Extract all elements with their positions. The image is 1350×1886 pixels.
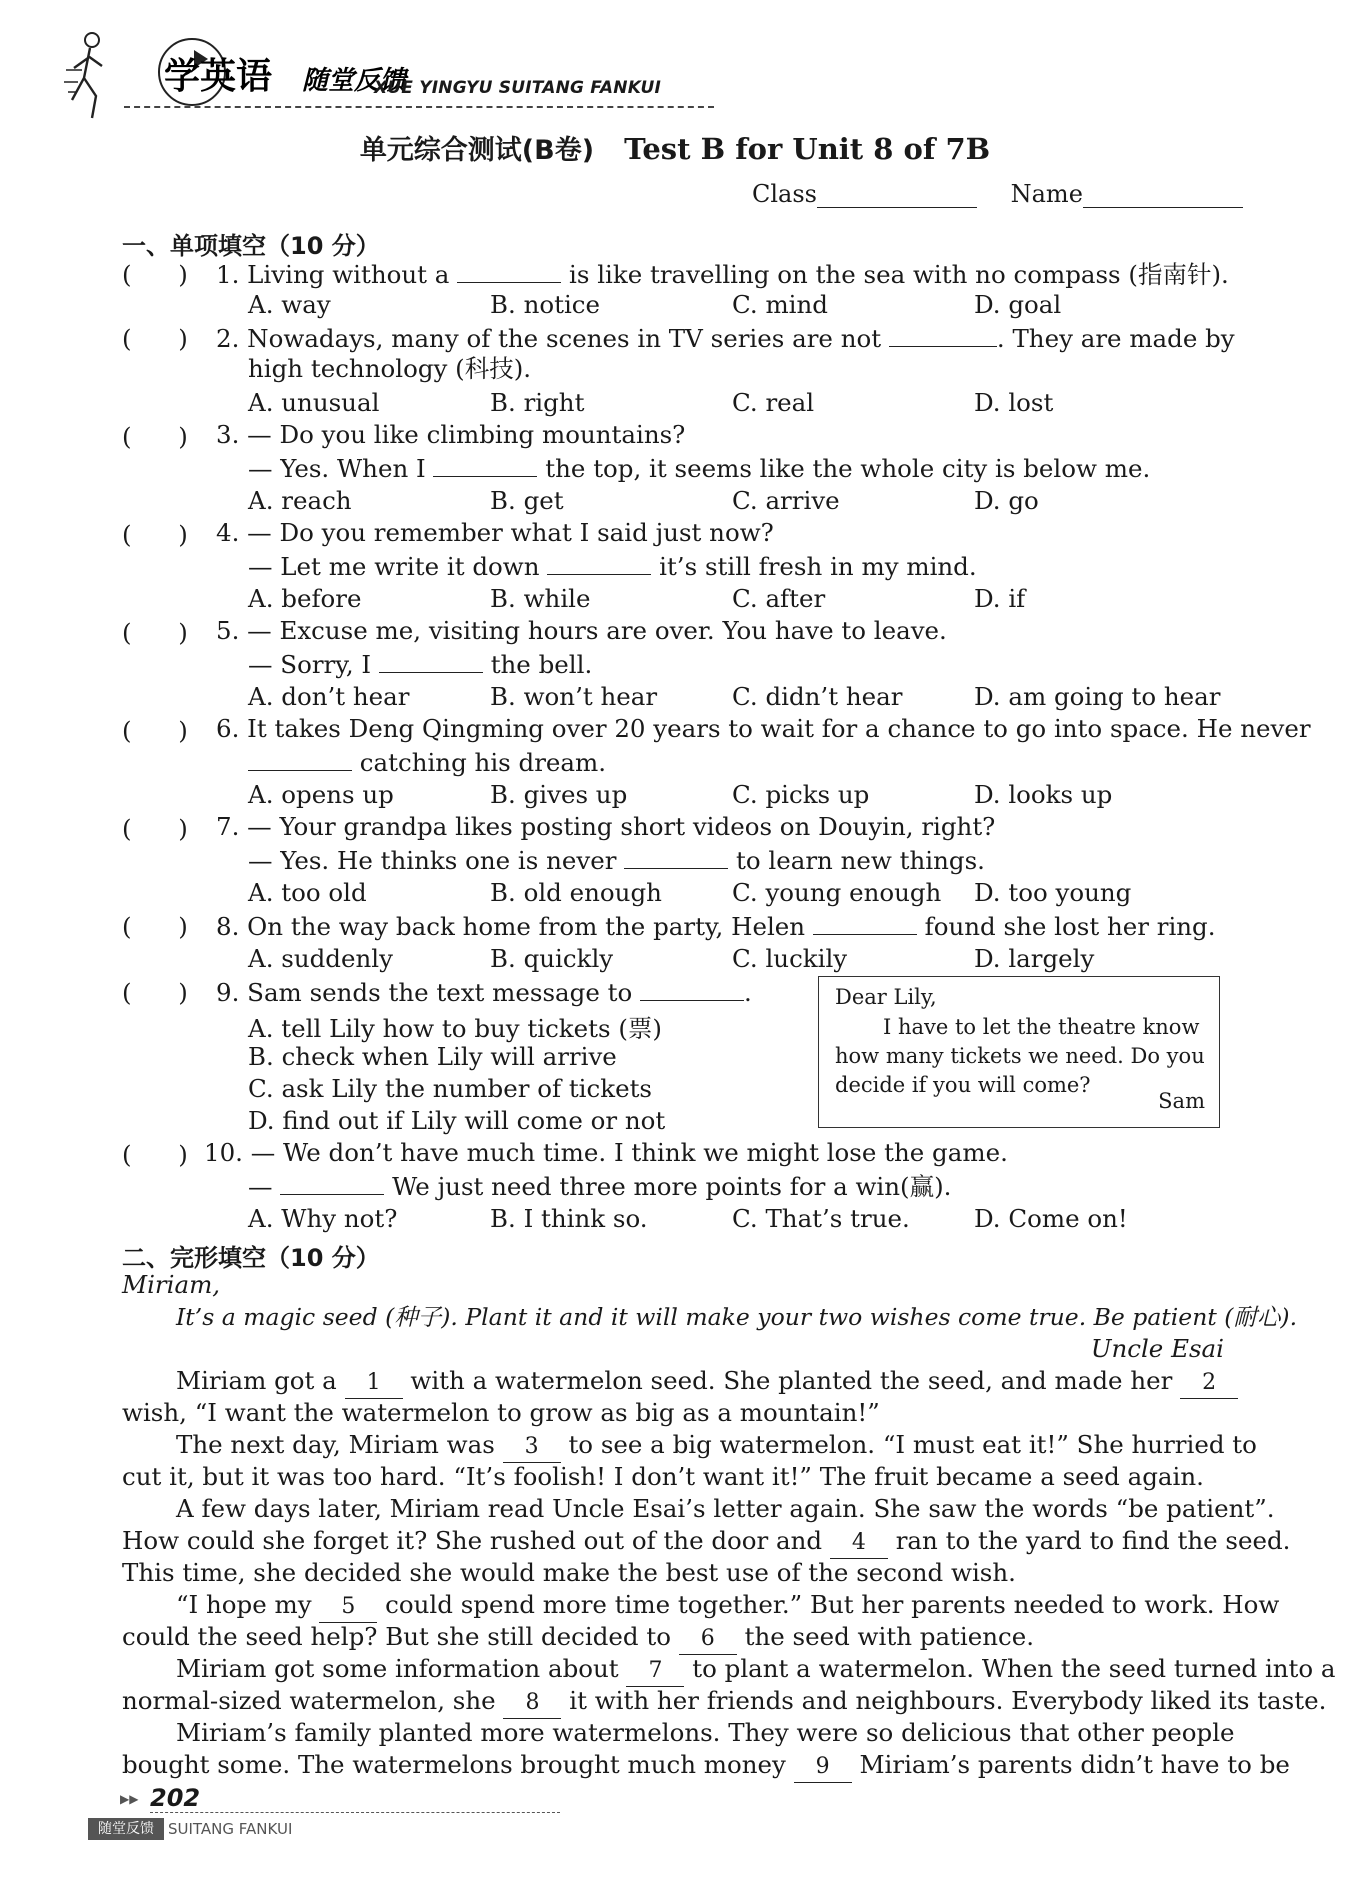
q5-blank [379,648,483,673]
question-9 [216,976,752,1008]
passage-line-1 [176,1366,1238,1399]
q4-opt-c: C. after [732,584,826,613]
title-en: Test B for Unit 8 of 7B [624,132,991,166]
q10-opt-b: B. I think so. [490,1204,648,1233]
q5-text-c: the bell. [490,650,593,679]
q9-opt-b: B. check when Lily will arrive [248,1042,617,1071]
q3-text-c: the top, it seems like the whole city is below me. [545,454,1151,483]
q5-text-a: 5. — Excuse me, visiting hours are over. You have to leave. [216,616,947,645]
cloze-blank-6: 6 [679,1624,737,1655]
passage-line-9 [122,1622,1034,1655]
text-message-box [818,976,1220,1128]
answer-paren[interactable]: ( ) [122,618,188,647]
q1-blank [457,258,561,283]
p5a: Miriam got some information about [176,1654,619,1683]
page-title [0,128,1350,167]
q2-opt-b: B. right [490,388,585,417]
answer-paren[interactable]: ( ) [122,716,188,745]
cloze-blank-4: 4 [830,1528,888,1559]
q10-blank [280,1170,384,1195]
section-heading-2: 二、完形填空（10 分） [122,1244,380,1272]
note-sign: Sam [1158,1089,1205,1113]
answer-paren[interactable]: ( ) [122,422,188,451]
question-6 [248,746,606,778]
cloze-blank-5: 5 [319,1592,377,1623]
p6b: bought some. The watermelons brought much money [122,1750,786,1779]
answer-paren[interactable]: ( ) [122,324,188,353]
answer-paren[interactable]: ( ) [122,520,188,549]
q3-opt-a: A. reach [248,486,352,515]
q10-opt-d: D. Come on! [974,1204,1128,1233]
class-field[interactable] [817,181,977,208]
p1a: Miriam got a [176,1366,337,1395]
q4-opt-a: A. before [248,584,362,613]
section-heading-1: 一、单项填空（10 分） [122,232,380,260]
p4a: “I hope my [176,1590,312,1619]
q9-opt-c: C. ask Lily the number of tickets [248,1074,652,1103]
p3d: This time, she decided she would make the best use of the second wish. [122,1558,1016,1587]
q4-text-b: — Let me write it down [248,552,540,581]
note-greeting: Dear Lily, [835,985,937,1009]
q7-opt-c: C. young enough [732,878,942,907]
q5-opt-b: B. won’t hear [490,682,658,711]
p3c: ran to the yard to find the seed. [895,1526,1291,1555]
class-name-fields [752,180,1243,208]
note-line-1: I have to let the theatre know [883,1015,1200,1039]
cloze-blank-9: 9 [794,1752,852,1783]
q8-opt-b: B. quickly [490,944,614,973]
q5-opt-d: D. am going to hear [974,682,1221,711]
q8-opt-c: C. luckily [732,944,848,973]
letter-body: It’s a magic seed (种子). Plant it and it will make your two wishes come true. Be patient (耐心). [176,1303,1298,1331]
q10-opt-c: C. That’s true. [732,1204,910,1233]
logo-text-zh: 学英语 [164,56,273,97]
answer-paren[interactable]: ( ) [122,912,188,941]
p2c: cut it, but it was too hard. “It’s foolish! I don’t want it!” The fruit became a seed again. [122,1462,1204,1491]
q5-opt-c: C. didn’t hear [732,682,903,711]
q3-text-b: — Yes. When I [248,454,426,483]
name-label: Name [1010,180,1083,208]
p1b: with a watermelon seed. She planted the seed, and made her [410,1366,1173,1395]
q7-text-b: — Yes. He thinks one is never [248,846,617,875]
logo-text-zh2: 随堂反馈 [302,66,407,96]
cloze-blank-1: 1 [345,1368,403,1399]
q6-text-a: 6. It takes Deng Qingming over 20 years to wait for a chance to go into space. He never [216,714,1311,743]
note-line-3: decide if you will come? [835,1073,1091,1097]
cloze-blank-2: 2 [1180,1368,1238,1399]
p4b: could spend more time together.” But her parents needed to work. How [385,1590,1280,1619]
question-10 [248,1170,951,1202]
cloze-blank-8: 8 [503,1688,561,1719]
q10-opt-a: A. Why not? [248,1204,398,1233]
q7-opt-a: A. too old [248,878,367,907]
q1-opt-b: B. notice [490,290,601,319]
header-divider [124,106,714,108]
q1-text-b: is like travelling on the sea with no compass (指南针). [569,260,1229,289]
q2-opt-a: A. unusual [248,388,380,417]
title-zh: 单元综合测试(B卷) [359,135,595,166]
question-2 [216,322,1235,354]
question-8 [216,910,1216,942]
p1c: wish, “I want the watermelon to grow as big as a mountain!” [122,1398,880,1427]
p2b: to see a big watermelon. “I must eat it!” She hurried to [568,1430,1257,1459]
q6-opt-a: A. opens up [248,780,394,809]
letter-to: Miriam, [122,1270,221,1299]
q2-opt-d: D. lost [974,388,1054,417]
answer-paren[interactable]: ( ) [122,1140,188,1169]
q7-blank [624,844,728,869]
p4c: could the seed help? But she still decided to [122,1622,671,1651]
q5-opt-a: A. don’t hear [248,682,410,711]
footer-badge: 随堂反馈 [88,1818,164,1840]
q9-blank [640,976,744,1001]
letter-from: Uncle Esai [1090,1334,1224,1363]
runner-icon [62,30,122,122]
q4-text-a: 4. — Do you remember what I said just now? [216,518,774,547]
q3-blank [433,452,537,477]
p3b: How could she forget it? She rushed out of the door and [122,1526,823,1555]
q2-text-b: . They are made by [996,324,1235,353]
class-label: Class [752,180,817,208]
q10-dash: — [248,1172,273,1201]
footer-text: SUITANG FANKUI [168,1820,293,1838]
q9-opt-d: D. find out if Lily will come or not [248,1106,666,1135]
p4d: the seed with patience. [744,1622,1035,1651]
q1-text-a: 1. Living without a [216,260,450,289]
passage-line-8 [176,1590,1279,1623]
q4-opt-b: B. while [490,584,591,613]
q8-blank [813,910,917,935]
q1-opt-a: A. way [248,290,331,319]
q6-blank [248,746,352,771]
q1-opt-c: C. mind [732,290,828,319]
q2-opt-c: C. real [732,388,815,417]
q7-opt-d: D. too young [974,878,1132,907]
question-5 [248,648,592,680]
q3-text-a: 3. — Do you like climbing mountains? [216,420,686,449]
q6-text-b: catching his dream. [359,748,607,777]
page-number: 202 [150,1784,201,1812]
q2-blank [889,322,997,347]
q9-text-a: 9. Sam sends the text message to [216,978,633,1007]
question-7 [248,844,985,876]
q8-text-b: found she lost her ring. [924,912,1216,941]
question-3 [248,452,1150,484]
q9-opt-a: A. tell Lily how to buy tickets (票) [248,1014,662,1043]
passage-line-3 [176,1430,1257,1463]
question-1 [216,258,1229,290]
p5b: to plant a watermelon. When the seed turned into a [692,1654,1336,1683]
q4-blank [547,550,651,575]
q7-opt-b: B. old enough [490,878,662,907]
name-field[interactable] [1083,181,1243,208]
q6-opt-b: B. gives up [490,780,628,809]
answer-paren[interactable]: ( ) [122,978,188,1007]
passage-line-11 [122,1686,1326,1719]
question-4 [248,550,977,582]
answer-paren[interactable]: ( ) [122,260,188,289]
footer-divider [150,1812,560,1813]
q10-text-b: We just need three more points for a win(赢). [392,1172,952,1201]
cloze-blank-3: 3 [503,1432,561,1463]
q5-text-b: — Sorry, I [248,650,372,679]
q7-text-a: 7. — Your grandpa likes posting short videos on Douyin, right? [216,812,996,841]
q7-text-c: to learn new things. [736,846,985,875]
q3-opt-c: C. arrive [732,486,840,515]
p6a: Miriam’s family planted more watermelons. They were so delicious that other people [176,1718,1235,1747]
q10-text-a: 10. — We don’t have much time. I think we might lose the game. [204,1138,1008,1167]
q3-opt-d: D. go [974,486,1039,515]
q6-opt-d: D. looks up [974,780,1113,809]
logo-text-en: XUE YINGYU SUITANG FANKUI [374,78,662,98]
cloze-blank-7: 7 [626,1656,684,1687]
q3-opt-b: B. get [490,486,564,515]
answer-paren[interactable]: ( ) [122,814,188,843]
p2a: The next day, Miriam was [176,1430,495,1459]
q8-opt-a: A. suddenly [248,944,393,973]
q9-text-b: . [744,978,752,1007]
q2-text-a: 2. Nowadays, many of the scenes in TV series are not [216,324,882,353]
q8-text-a: 8. On the way back home from the party, Helen [216,912,806,941]
q6-opt-c: C. picks up [732,780,870,809]
header [62,22,682,132]
passage-line-13 [122,1750,1290,1783]
q4-opt-d: D. if [974,584,1026,613]
passage-line-10 [176,1654,1336,1687]
q2-text-c: high technology (科技). [248,354,532,383]
arrow-icon: ▶▶ [120,1792,139,1806]
p5d: it with her friends and neighbours. Everybody liked its taste. [569,1686,1327,1715]
p5c: normal-sized watermelon, she [122,1686,496,1715]
note-line-2: how many tickets we need. Do you [835,1044,1205,1068]
p6c: Miriam’s parents didn’t have to be [859,1750,1290,1779]
q4-text-c: it’s still fresh in my mind. [659,552,977,581]
q8-opt-d: D. largely [974,944,1095,973]
q1-opt-d: D. goal [974,290,1062,319]
passage-line-6 [122,1526,1290,1559]
p3a: A few days later, Miriam read Uncle Esai’s letter again. She saw the words “be patient”. [176,1494,1275,1523]
